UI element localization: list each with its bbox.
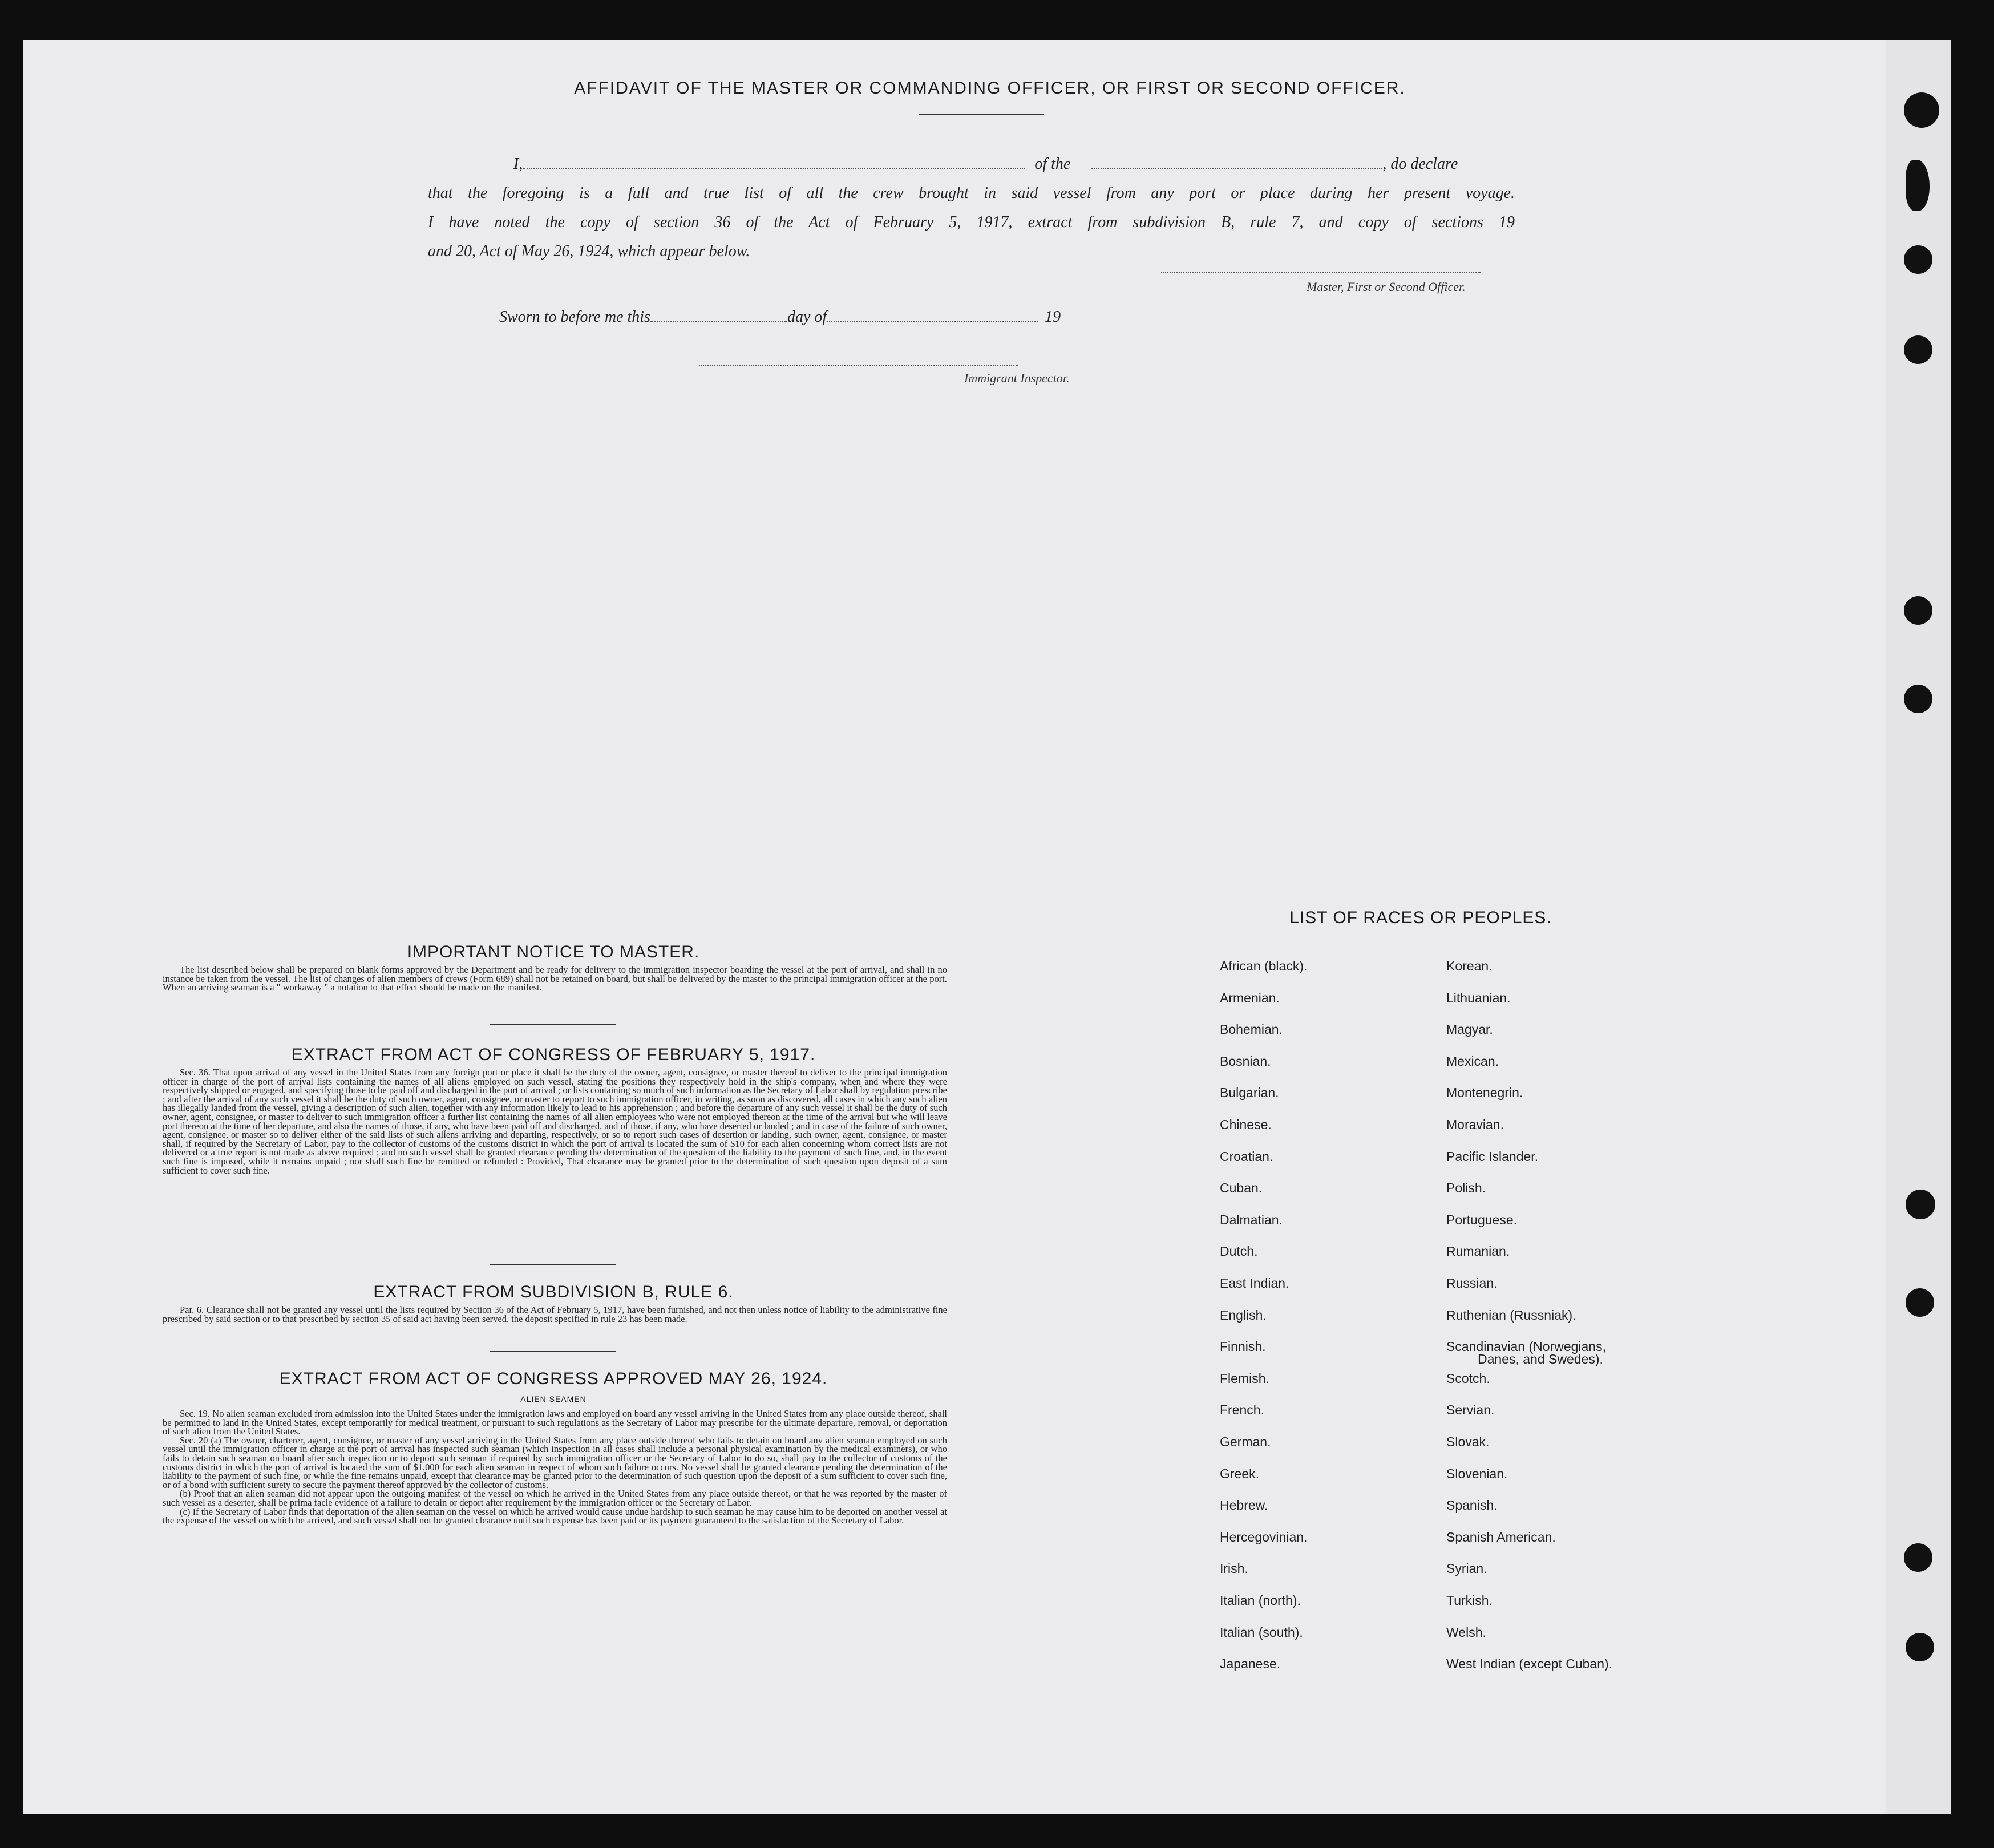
extract-1917-text [163,1068,947,1256]
race-item: Dalmatian. [1220,1212,1283,1227]
section-20a-paragraph: Sec. 20 (a) The owner, charterer, agent, consignee, or master of any vessel arriving in the United States from any place outside thereof who fails to detain on board any alien seaman employed on such vessel until the immigration officer in charge at the port of arrival has inspected such seaman (which inspection in all cases shall include a personal physical examination by the medical examiners), or who fails to detain such seaman on board after such inspection or to deport such seaman if required by such immigration officer or the Secretary of Labor to do so, shall pay to the collector of customs of the customs district in which the port of arrival is located the sum of $1,000 for each alien seaman in respect of whom such failure occurs. No vessel shall be granted clearance pending the determination of the liability to the payment of such fine, or while the fine remains unpaid, except that clearance may be granted prior to the determination of such question upon the deposit of a sum sufficient to cover such fine, or of a bond with sufficient surety to secure the payment thereof approved by the collector of customs. [163,1434,947,1490]
race-item: Hebrew. [1220,1498,1268,1513]
race-item: Bohemian. [1220,1022,1283,1037]
extract-1924-heading: EXTRACT FROM ACT OF CONGRESS APPROVED MAY 26, 1924. [279,1369,828,1388]
race-item: Russian. [1446,1276,1498,1291]
race-item: Lithuanian. [1446,990,1511,1005]
race-item: Italian (north). [1220,1593,1301,1608]
inspector-caption: Immigrant Inspector. [964,371,1070,385]
year-label: 19 [1045,308,1061,326]
title-underline [919,114,1044,115]
race-item: Montenegrin. [1446,1085,1523,1101]
vessel-blank[interactable] [1091,168,1382,169]
race-item: Italian (south). [1220,1624,1303,1640]
race-item: English. [1220,1307,1267,1323]
affidavit-text [428,149,1515,266]
race-item: Danes, and Swedes). [1478,1352,1603,1366]
race-item: Flemish. [1220,1370,1269,1386]
race-item: Pacific Islander. [1446,1149,1539,1164]
races-heading: LIST OF RACES OR PEOPLES. [1289,908,1552,927]
race-item: Croatian. [1220,1149,1273,1164]
race-item: Rumanian. [1446,1244,1510,1259]
race-item: Polish. [1446,1180,1486,1196]
race-item: Slovak. [1446,1434,1490,1449]
affidavit-line-4: and 20, Act of May 26, 1924, which appear below. [428,242,750,260]
race-item: Turkish. [1446,1593,1493,1608]
day-of-label: day of [787,308,827,326]
month-blank[interactable] [827,321,1038,322]
extract-1924-text [163,1409,947,1626]
affidavit-declare: , do declare [1382,155,1458,173]
punch-hole [1904,596,1932,625]
subdivision-b-heading: EXTRACT FROM SUBDIVISION B, RULE 6. [373,1283,734,1301]
ink-blot [1906,160,1930,211]
punch-hole [1904,245,1932,274]
race-item: Hercegovinian. [1220,1529,1308,1544]
affidavit-of-the: of the [1034,155,1071,173]
race-item: Spanish. [1446,1498,1498,1513]
punch-hole [1904,335,1932,364]
race-item: Chinese. [1220,1117,1272,1132]
race-item: Moravian. [1446,1117,1504,1132]
extract-1917-heading: EXTRACT FROM ACT OF CONGRESS OF FEBRUARY 5, 1917. [291,1045,816,1064]
race-item: Magyar. [1446,1022,1493,1037]
section-20b-paragraph: (b) Proof that an alien seaman did not appear upon the outgoing manifest of the vessel on which he arrived in the United States from any place outside thereof, or that he was reported by the master of such vessel as a deserter, shall be prima facie evidence of a failure to detain or deport after requirement by the immigration officer or the Secretary of Labor. [163,1488,947,1508]
sworn-label: Sworn to before me this [499,308,650,326]
race-item: Scandinavian (Norwegians, [1446,1339,1606,1354]
affidavit-line-2: that the foregoing is a full and true list of all the crew brought in said vessel from any port or place during her present voyage. [428,184,1515,202]
race-item: Irish. [1220,1561,1248,1576]
race-item: Finnish. [1220,1339,1266,1354]
notice-text [163,965,947,1011]
race-item: Korean. [1446,959,1493,973]
race-item: East Indian. [1220,1276,1289,1291]
section-36-paragraph: Sec. 36. That upon arrival of any vessel in the United States from any foreign port or place it shall be the duty of the owner, agent, consignee, or master thereof to deliver to the principal immigration officer in charge of the port of arrival lists containing the names of all aliens employed on such vessel, stating the positions they respectively hold in the ship's company, when and where they were respectively shipped or engaged, and specifying those to be paid off and discharged in the port of arrival ; or lists containing so much of such information as the Secretary of Labor shall by regulation prescribe ; and after the arrival of any such vessel it shall be the duty of such owner, agent, consignee, or master to report to such immigration officer, in writing, as soon as discovered, all cases in which any such alien has illegally landed from the vessel, giving a description of such alien, together with any information likely to lead to his apprehension ; and before the departure of any such vessel it shall be the duty of such owner, agent, consignee, or master to deliver to such immigration officer a further list containing the names of all alien employees who were not employed thereon at the time of the arrival but who will leave port thereon at the time of her departure, and also the names of those, if any, who have been paid off and discharged, and of those, if any, who have deserted or landed ; and in case of the failure of such owner, agent, consignee, or master so to deliver either of the said lists of such aliens arriving and departing, respectively, or so to report such cases of desertion or landing, such owner, agent, consignee, or master shall, if required by the Secretary of Labor, pay to the collector of customs of the customs district in which the port of arrival is located the sum of $10 for each alien concerning whom correct lists are not delivered or a true report is not made as above required ; and no such vessel shall be granted clearance pending the determination of the question of the liability to the payment of such fine, and, in the event such fine is imposed, while it remains unpaid ; nor shall such fine be remitted or refunded : Provided, That clearance may be granted prior to the determination of such question upon deposit of a sum sufficient to cover such fine. [163,1067,947,1176]
race-item: Portuguese. [1446,1212,1518,1227]
race-item: French. [1220,1402,1264,1418]
race-item: Dutch. [1220,1244,1258,1259]
affidavit-i: I, [513,155,523,173]
punch-hole [1904,685,1932,713]
race-item: African (black). [1220,959,1308,973]
divider [490,1024,616,1025]
race-item: Syrian. [1446,1561,1487,1576]
notice-heading: IMPORTANT NOTICE TO MASTER. [407,943,700,961]
race-item: Slovenian. [1446,1466,1508,1481]
inspector-signature-line[interactable] [699,365,1018,366]
race-item: Servian. [1446,1402,1495,1418]
race-item: Spanish American. [1446,1529,1556,1544]
subdivision-b-text [163,1305,947,1340]
divider [490,1351,616,1352]
race-item: Welsh. [1446,1624,1486,1640]
punch-hole [1906,1288,1934,1317]
race-item: Japanese. [1220,1656,1281,1672]
affidavit-line-3: I have noted the copy of section 36 of the Act of February 5, 1917, extract from subdivision B, rule 7, and copy of sections 19 [428,213,1515,231]
sworn-line [499,308,1061,326]
punch-hole [1906,1190,1935,1219]
section-20c-paragraph: (c) If the Secretary of Labor finds that deportation of the alien seaman on the vessel on which he arrived would cause undue hardship to such seaman he may cause him to be deported on another vessel at the expense of the vessel on which he arrived, and such vessel shall not be granted clearance until such expense has been paid or its payment guaranteed to the satisfaction of the Secretary of Labor. [163,1506,947,1526]
name-blank[interactable] [523,168,1025,169]
race-item: Ruthenian (Russniak). [1446,1307,1576,1323]
day-blank[interactable] [650,321,787,322]
race-item: Bosnian. [1220,1053,1271,1069]
notice-paragraph: The list described below shall be prepared on blank forms approved by the Department and be ready for delivery to the immigration inspector boarding the vessel at the port of arrival, and shall in no instance be taken from the vessel. The list of changes of alien members of crews (Form 689) shall not be retained on board, but shall be delivered by the master to the principal immigration officer at the port. When an arriving seaman is a " workaway " a notation to that effect should be made on the manifest. [163,964,947,993]
divider [490,1264,616,1265]
punch-hole [1906,1633,1934,1661]
race-item: Scotch. [1446,1370,1490,1386]
par-6-paragraph: Par. 6. Clearance shall not be granted any vessel until the lists required by Section 36 of the Act of February 5, 1917, have been furnished, and not then unless notice of liability to the administrative fine prescribed by said section or to that prescribed by section 35 of said act having been served, the deposit specified in rule 23 has been made. [163,1304,947,1324]
race-item: Mexican. [1446,1053,1499,1069]
race-item: Armenian. [1220,990,1280,1005]
race-item: Bulgarian. [1220,1085,1279,1101]
race-item: German. [1220,1434,1271,1449]
affidavit-title: AFFIDAVIT OF THE MASTER OR COMMANDING OFFICER, OR FIRST OR SECOND OFFICER. [574,79,1406,98]
section-19-paragraph: Sec. 19. No alien seaman excluded from admission into the United States under the immigration laws and employed on board any vessel arriving in the United States from any place outside thereof, shall be permitted to land in the United States, except temporarily for medical treatment, or pursuant to such regulations as the Secretary of Labor may prescribe for the ultimate departure, removal, or deportation of such alien from the United States. [163,1408,947,1437]
alien-seamen-subheading: ALIEN SEAMEN [520,1394,587,1404]
master-signature-line[interactable] [1161,272,1481,273]
race-item: Greek. [1220,1466,1260,1481]
race-item: West Indian (except Cuban). [1446,1656,1613,1672]
master-caption: Master, First or Second Officer. [1307,280,1466,294]
punch-hole [1904,1543,1932,1572]
race-item: Cuban. [1220,1180,1263,1196]
